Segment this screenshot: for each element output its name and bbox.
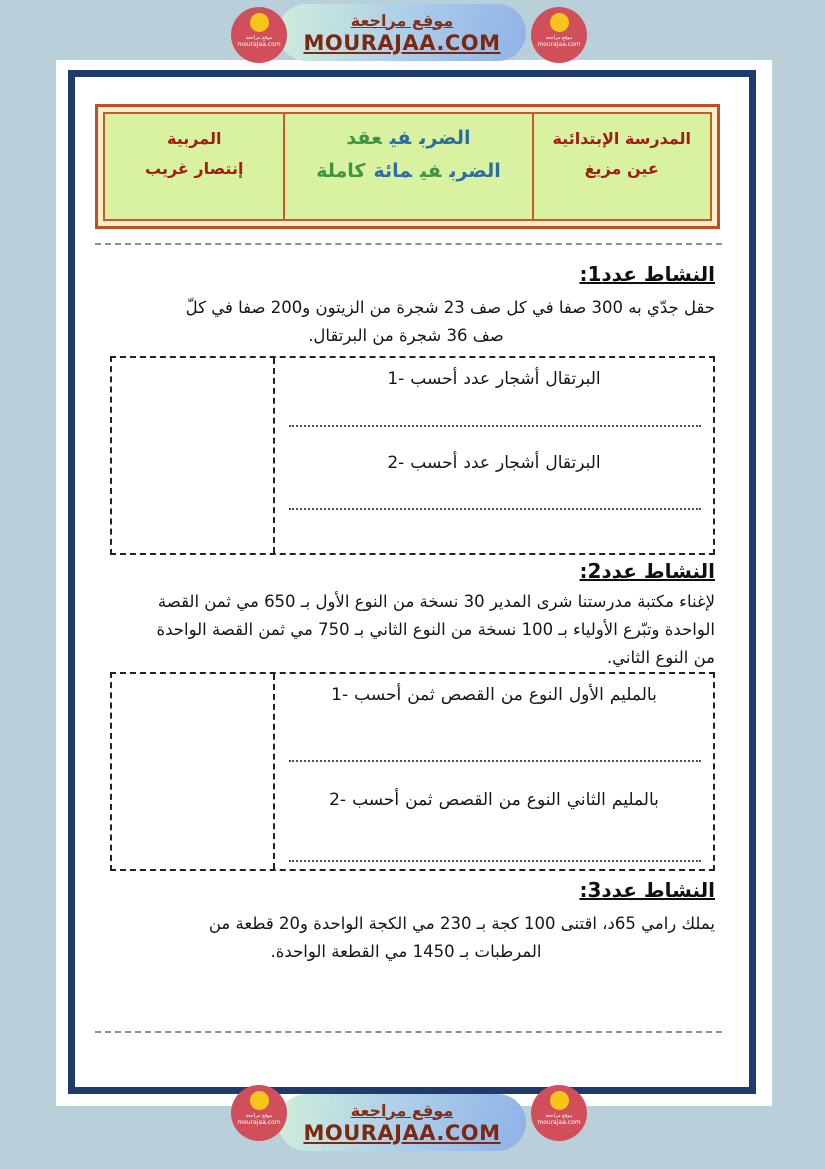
- question-word: البرتقال: [545, 453, 601, 473]
- question-word: بالمليم: [611, 790, 659, 810]
- question-word: أحسب: [352, 790, 400, 810]
- site-logo-sun-icon: [250, 1091, 269, 1110]
- activity2-work-area: [112, 674, 273, 869]
- teacher-title: المربية: [167, 129, 222, 148]
- statement-line: الواحدة وتبّرع الأولياء بـ 100 نسخة من النوع الثاني بـ 750 مي ثمن القصة الواحدة: [156, 620, 715, 639]
- school-name-cell: [532, 114, 710, 219]
- subject-word: مائة: [373, 160, 412, 182]
- question-word: أشجار: [496, 453, 540, 473]
- question-word: الأول: [568, 685, 604, 705]
- site-domain-text: MOURAJAA.COM: [303, 30, 501, 55]
- question-word: القصص: [440, 685, 495, 705]
- school-name-line2: عين مزيغ: [584, 159, 659, 178]
- activity2-answer-box: [110, 672, 715, 871]
- question-word: بالمليم: [609, 685, 657, 705]
- activity2-answer-line2: [289, 860, 701, 862]
- logo-label-domain: mourajaa.com: [537, 1119, 581, 1126]
- question-word: من: [498, 790, 521, 810]
- site-domain-text: MOURAJAA.COM: [303, 1120, 501, 1145]
- question-word: عدد: [463, 453, 491, 473]
- question-word: 2-: [329, 790, 347, 810]
- activity3-title-text: النشاط عدد3:: [579, 878, 715, 902]
- activity1-question2: [275, 453, 713, 473]
- site-banner-top: [278, 4, 526, 61]
- dashed-separator-bottom: [95, 1031, 722, 1033]
- activity1-work-area: [112, 358, 273, 553]
- site-logo: [231, 1085, 287, 1141]
- activity2-title-text: النشاط عدد2:: [579, 559, 715, 583]
- subject-word: كاملة: [316, 160, 366, 182]
- statement-line: من النوع الثاني.: [606, 648, 715, 667]
- statement-line: حقل جدّي به 300 صفا في كل صف 23 شجرة من الزيتون و200 صفا في كلّ: [185, 298, 715, 317]
- site-name-arabic: موقع مراجعة: [350, 1100, 454, 1120]
- question-word: أشجار: [496, 369, 540, 389]
- subject-word: الضرب: [449, 160, 501, 182]
- logo-label-domain: mourajaa.com: [237, 41, 281, 48]
- question-word: الثاني: [566, 790, 606, 810]
- site-logo: [531, 7, 587, 63]
- statement-line: صف 36 شجرة من البرتقال.: [308, 326, 504, 345]
- activity1-statement: [97, 294, 715, 350]
- activity1-questions-column: [275, 358, 713, 553]
- question-word: 1-: [331, 685, 349, 705]
- activity3-statement: [97, 910, 715, 966]
- question-word: ثمن: [405, 790, 433, 810]
- activity2-questions-column: [275, 674, 713, 869]
- site-logo-sun-icon: [250, 13, 269, 32]
- lesson-title-line2: [285, 155, 531, 188]
- activity1-answer-line1: [289, 425, 701, 427]
- logo-label-arabic: موقع مراجعة: [545, 35, 573, 41]
- statement-line: يملك رامي 65د، اقتنى 100 كجة بـ 230 مي الكجة الواحدة و20 قطعة من: [208, 914, 715, 933]
- logo-label-domain: mourajaa.com: [237, 1119, 281, 1126]
- question-word: النوع: [528, 685, 563, 705]
- site-logo-sun-icon: [550, 13, 569, 32]
- site-name-arabic: موقع مراجعة: [350, 10, 454, 30]
- activity1-answer-line2: [289, 508, 701, 510]
- teacher-name: إنتصار غريب: [145, 159, 244, 178]
- question-word: عدد: [463, 369, 491, 389]
- site-logo: [231, 7, 287, 63]
- subject-word: عقد: [346, 127, 382, 149]
- activity1-title-text: النشاط عدد1:: [579, 262, 715, 286]
- logo-label-domain: mourajaa.com: [537, 41, 581, 48]
- activity2-question2: [275, 790, 713, 810]
- activity1-question1: [275, 369, 713, 389]
- question-word: 1-: [387, 369, 405, 389]
- lesson-title-cell: [283, 114, 531, 219]
- activity2-statement: [97, 588, 715, 672]
- question-word: النوع: [526, 790, 561, 810]
- activity2-question1: [275, 685, 713, 705]
- header-info-table: [95, 104, 720, 229]
- question-word: 2-: [387, 453, 405, 473]
- subject-word: في: [419, 160, 442, 182]
- school-name-line1: المدرسة الإبتدائية: [552, 129, 692, 148]
- question-word: ثمن: [407, 685, 435, 705]
- logo-label-arabic: موقع مراجعة: [245, 1113, 273, 1119]
- activity3-title: [97, 878, 715, 902]
- logo-label-arabic: موقع مراجعة: [545, 1113, 573, 1119]
- question-word: أحسب: [354, 685, 402, 705]
- logo-label-arabic: موقع مراجعة: [245, 35, 273, 41]
- activity1-answer-box: [110, 356, 715, 555]
- statement-line: لإغناء مكتبة مدرستنا شرى المدير 30 نسخة من النوع الأول بـ 650 مي ثمن القصة: [157, 592, 715, 611]
- dashed-separator-top: [95, 243, 722, 245]
- question-word: البرتقال: [545, 369, 601, 389]
- site-banner-bottom: [278, 1094, 526, 1151]
- activity2-answer-line1: [289, 760, 701, 762]
- subject-word: في: [389, 127, 412, 149]
- question-word: من: [500, 685, 523, 705]
- question-word: أحسب: [410, 453, 458, 473]
- lesson-title-line1: [285, 122, 531, 155]
- activity2-title: [97, 559, 715, 583]
- teacher-name-cell: [105, 114, 283, 219]
- site-logo-sun-icon: [550, 1091, 569, 1110]
- question-word: أحسب: [410, 369, 458, 389]
- activity1-title: [97, 262, 715, 286]
- subject-word: الضرب: [419, 127, 471, 149]
- statement-line: المرطبات بـ 1450 مي القطعة الواحدة.: [270, 942, 542, 961]
- question-word: القصص: [438, 790, 493, 810]
- header-info-cells: [103, 112, 712, 221]
- site-logo: [531, 1085, 587, 1141]
